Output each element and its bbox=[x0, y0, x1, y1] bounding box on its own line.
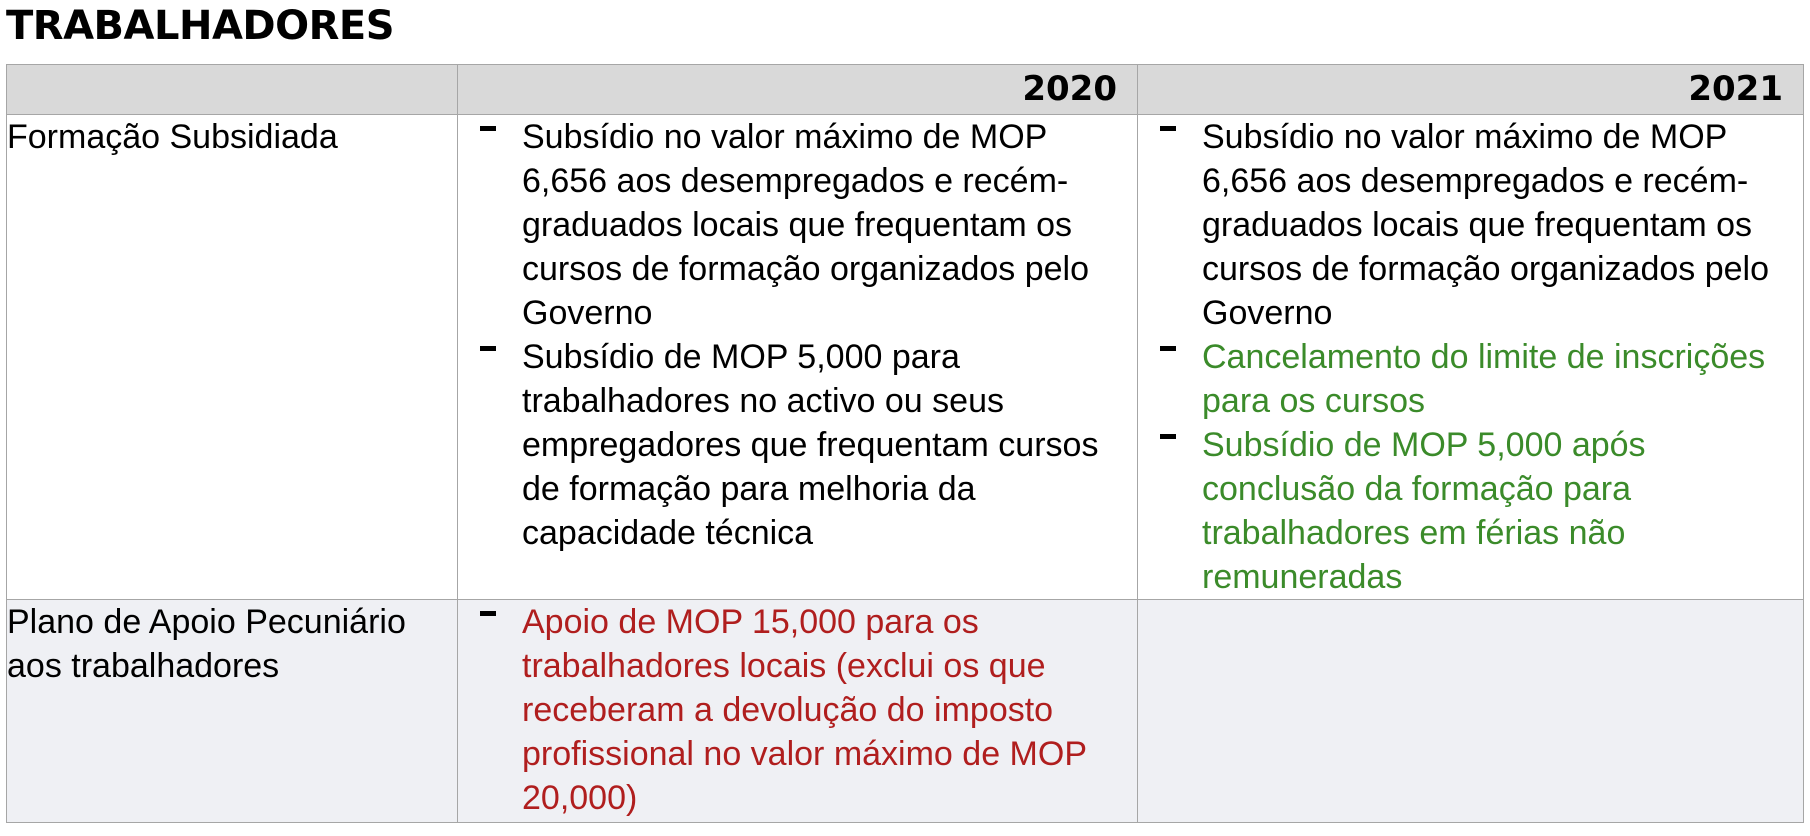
dash-bullet-icon bbox=[1160, 346, 1176, 351]
dash-bullet-icon bbox=[1160, 126, 1176, 131]
cell-2021-plano-apoio-empty bbox=[1138, 600, 1804, 823]
list-item bbox=[458, 335, 1129, 555]
list-item bbox=[458, 600, 1129, 820]
header-year-2021: 2021 bbox=[1138, 65, 1804, 115]
header-year-2020: 2020 bbox=[458, 65, 1138, 115]
table-row-plano-apoio bbox=[7, 600, 1804, 823]
cell-2021-formacao bbox=[1138, 115, 1804, 600]
dash-bullet-icon bbox=[480, 346, 496, 351]
bullet-text: Subsídio no valor máximo de MOP 6,656 aos desempregados e recém-graduados locais que frequentam os cursos de formação organizados pelo Governo bbox=[522, 118, 1089, 332]
table-row-formacao-subsidiada bbox=[7, 115, 1804, 600]
table-header-row bbox=[7, 65, 1804, 115]
list-item bbox=[1138, 423, 1795, 599]
list-item bbox=[458, 115, 1129, 335]
page-title: TRABALHADORES bbox=[6, 3, 395, 49]
bullet-list-2020-formacao bbox=[458, 115, 1137, 555]
row-label-plano-apoio: Plano de Apoio Pecuniário aos trabalhadores bbox=[7, 600, 458, 823]
header-cell-blank bbox=[7, 65, 458, 115]
bullet-text: Cancelamento do limite de inscrições para os cursos bbox=[1202, 338, 1766, 420]
cell-2020-plano-apoio bbox=[458, 600, 1138, 823]
cell-2020-formacao bbox=[458, 115, 1138, 600]
dash-bullet-icon bbox=[1160, 434, 1176, 439]
bullet-list-2021-formacao bbox=[1138, 115, 1803, 599]
bullet-text: Subsídio de MOP 5,000 para trabalhadores no activo ou seus empregadores que frequentam cursos de formação para melhoria da capacidade técnica bbox=[522, 338, 1099, 552]
row-label-formacao-subsidiada: Formação Subsidiada bbox=[7, 115, 458, 600]
bullet-list-2020-plano-apoio bbox=[458, 600, 1137, 820]
bullet-text: Apoio de MOP 15,000 para os trabalhadores locais (exclui os que receberam a devolução do imposto profissional no valor máximo de MOP 20,000) bbox=[522, 603, 1087, 817]
dash-bullet-icon bbox=[480, 611, 496, 616]
comparison-table bbox=[6, 64, 1804, 823]
bullet-text: Subsídio de MOP 5,000 após conclusão da formação para trabalhadores em férias não remuneradas bbox=[1202, 426, 1646, 596]
bullet-text: Subsídio no valor máximo de MOP 6,656 aos desempregados e recém-graduados locais que frequentam os cursos de formação organizados pelo Governo bbox=[1202, 118, 1769, 332]
dash-bullet-icon bbox=[480, 126, 496, 131]
list-item bbox=[1138, 115, 1795, 335]
list-item bbox=[1138, 335, 1795, 423]
